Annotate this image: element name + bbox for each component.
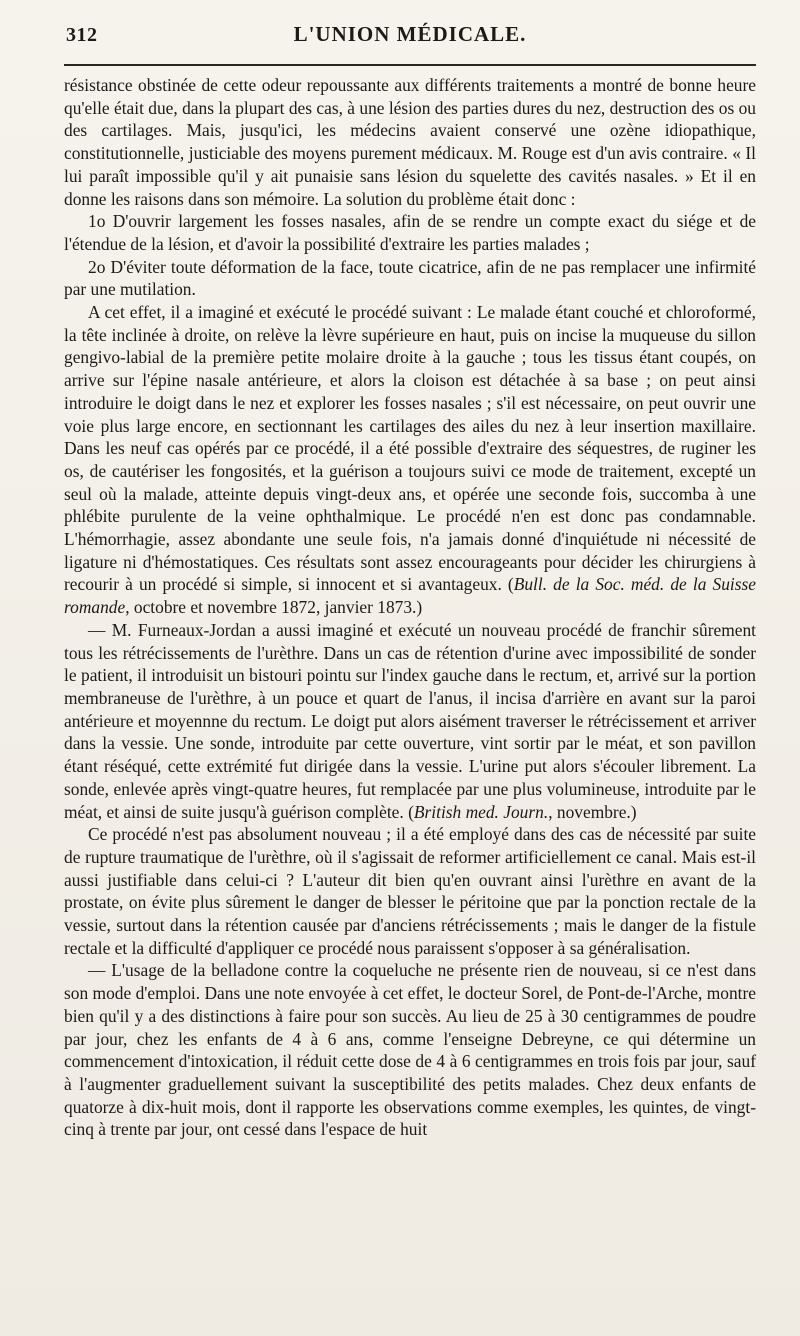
article-body [64, 74, 756, 1141]
page-header [64, 18, 756, 48]
paragraph-3: 2o D'éviter toute déformation de la face, toute cicatrice, afin de ne pas remplacer une infirmité par une mutilation. [64, 256, 756, 300]
citation-british-med-journ: British med. Journ. [413, 801, 549, 822]
page-number: 312 [66, 24, 98, 46]
paragraph-4: A cet effet, il a imaginé et exécuté le procédé suivant : Le malade étant couché et chloroformé, la tête inclinée à droite, on relève la lèvre supérieure en haut, puis on incise la muqueuse du sillon gengivo-labial de la première petite molaire droite à la gauche ; tous les tissus étant coupés, on arrive sur l'épine nasale antérieure, et alors la cloison est détachée à sa base ; on peut ainsi introduire le doigt dans le nez et explorer les fosses nasales ; s'il est nécessaire, on peut ouvrir une voie plus large encore, en sectionnant les cartilages des ailes du nez à leur insertion maxillaire. Dans les neuf cas opérés par ce procédé, il a été possible d'extraire des séquestres, de ruginer les os, de cautériser les fongosités, et la guérison a toujours suivi ce mode de traitement, excepté un seul où la malade, atteinte depuis vingt-deux ans, et opérée une seconde fois, succomba à une phlébite purulente de la veine ophthalmique. Le procédé n'en est donc pas condamnable. L'hémorrhagie, assez abondante une seule fois, n'a jamais donné d'inquiétude ni nécessité de ligature ni d'hémostatiques. Ces résultats sont assez encourageants pour décider les chirurgiens à recourir à un procédé si simple, si innocent et si avantageux. (Bull. de la Soc. méd. de la Suisse romande, octobre et novembre 1872, janvier 1873.) [64, 302, 756, 618]
paragraph-7: — L'usage de la belladone contre la coqueluche ne présente rien de nouveau, si ce n'est dans son mode d'emploi. Dans une note envoyée à cet effet, le docteur Sorel, de Pont-de-l'Arche, montre bien qu'il y a des distinctions à faire pour son succès. Au lieu de 25 à 30 centigrammes de poudre par jour, chez les enfants de 4 à 6 ans, comme l'enseigne Debreyne, ce qui détermine un commencement d'intoxication, il réduit cette dose de 4 à 6 centigrammes en trois fois par jour, sauf à l'augmenter graduellement suivant la susceptibilité des petits malades. Chez deux enfants de quatorze à dix-huit mois, dont il rapporte les observations comme exemples, les quintes, de vingt-cinq à trente par jour, ont cessé dans l'espace de huit [64, 960, 756, 1140]
running-title: L'UNION MÉDICALE. [293, 22, 527, 46]
paragraph-2: 1o D'ouvrir largement les fosses nasales, afin de se rendre un compte exact du siége et de l'étendue de la lésion, et d'avoir la possibilité d'extraire les parties malades ; [64, 211, 756, 254]
citation-bull-soc-med: Bull. de la Soc. méd. de la Suisse romande [64, 574, 756, 618]
header-rule [64, 64, 756, 66]
paragraph-1: résistance obstinée de cette odeur repoussante aux différents traitements a montré de bonne heure qu'elle était due, dans la plupart des cas, à une lésion des parties dures du nez, destruction des os ou des cartilages. Mais, jusqu'ici, les médecins avaient conservé une ozène idiopathique, constitutionnelle, justiciable des moyens purement médicaux. M. Rouge est d'un avis contraire. « Il lui paraît impossible qu'il y ait punaisie sans lésion du squelette des cavités nasales. » Et il en donne les raisons dans son mémoire. La solution du problème était donc : [64, 75, 756, 209]
paragraph-6: Ce procédé n'est pas absolument nouveau ; il a été employé dans des cas de nécessité par suite de rupture traumatique de l'urèthre, où il s'agissait de reformer artificiellement ce canal. Mais est-il aussi justifiable dans celui-ci ? L'auteur dit bien qu'en ouvrant ainsi l'urèthre en avant de la prostate, on évite plus sûrement le danger de blesser le péritoine que par la ponction rectale de la vessie, surtout dans la rétention causée par d'anciens rétrécissements ; mais le danger de la fistule rectale et la difficulté d'appliquer ce procédé nous paraissent s'opposer à sa généralisation. [64, 824, 756, 958]
paragraph-5: — M. Furneaux-Jordan a aussi imaginé et exécuté un nouveau procédé de franchir sûrement tous les rétrécissements de l'urèthre. Dans un cas de rétention d'urine avec impossibilité de sonder le patient, il introduisit un bistouri pointu sur l'index gauche dans le rectum, et, arrivé sur la portion membraneuse de l'urèthre, à un pouce et quart de l'anus, il incisa d'arrière en avant sur la paroi antérieure et moyennne du rectum. Le doigt put alors aisément traverser le rétrécissement et arriver dans la vessie. Une sonde, introduite par cette ouverture, vint sortir par le méat, et son pavillon étant réséqué, cette extrémité fut dirigée dans la vessie. L'urine put alors s'écouler librement. La sonde, enlevée après vingt-quatre heures, fut remplacée par une plus volumineuse, introduite par le méat, et ainsi de suite jusqu'à guérison complète. (British med. Journ., novembre.) [64, 619, 756, 822]
